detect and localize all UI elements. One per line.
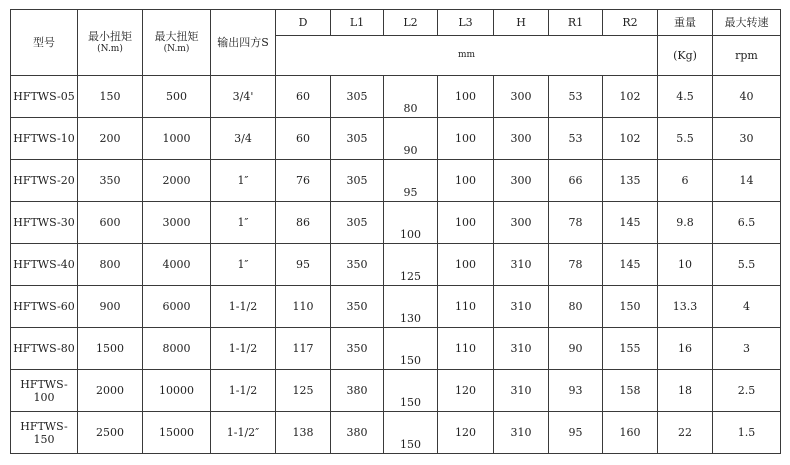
cell-D: 76 — [276, 160, 331, 202]
cell-H: 310 — [494, 328, 549, 370]
cell-weight: 5.5 — [658, 118, 713, 160]
cell-model: HFTWS-10 — [11, 118, 78, 160]
cell-output: 3/4' — [211, 76, 276, 118]
cell-model: HFTWS-30 — [11, 202, 78, 244]
cell-R2: 160 — [603, 412, 658, 454]
cell-speed: 3 — [713, 328, 781, 370]
cell-L1: 350 — [331, 244, 384, 286]
table-row — [11, 76, 781, 118]
cell-L2-value: 125 — [400, 270, 421, 283]
cell-D: 138 — [276, 412, 331, 454]
header-max-torque-unit: (N.m) — [163, 43, 190, 54]
header-max-speed: 最大转速 — [713, 10, 781, 36]
header-speed-unit: rpm — [713, 36, 781, 76]
cell-min-torque: 150 — [78, 76, 143, 118]
cell-L1: 380 — [331, 412, 384, 454]
header-model: 型号 — [11, 10, 78, 76]
cell-output: 3/4 — [211, 118, 276, 160]
table-row — [11, 328, 781, 370]
header-min-torque-unit: (N.m) — [97, 43, 123, 54]
cell-L3: 110 — [438, 286, 494, 328]
cell-R2: 145 — [603, 244, 658, 286]
cell-D: 60 — [276, 118, 331, 160]
header-L2: L2 — [384, 10, 438, 36]
cell-R1: 53 — [549, 76, 603, 118]
cell-model: HFTWS-05 — [11, 76, 78, 118]
cell-L1: 350 — [331, 328, 384, 370]
header-L1: L1 — [331, 10, 384, 36]
cell-min-torque: 2500 — [78, 412, 143, 454]
cell-D: 86 — [276, 202, 331, 244]
cell-H: 300 — [494, 76, 549, 118]
cell-model: HFTWS-100 — [11, 370, 78, 412]
table-row — [11, 286, 781, 328]
cell-max-torque: 15000 — [143, 412, 211, 454]
cell-output: 1-1/2 — [211, 370, 276, 412]
cell-max-torque: 500 — [143, 76, 211, 118]
cell-R1: 90 — [549, 328, 603, 370]
cell-R2: 158 — [603, 370, 658, 412]
cell-L2 — [384, 286, 438, 328]
cell-model: HFTWS-150 — [11, 412, 78, 454]
cell-H: 310 — [494, 244, 549, 286]
cell-weight: 13.3 — [658, 286, 713, 328]
cell-output: 1-1/2″ — [211, 412, 276, 454]
cell-max-torque: 6000 — [143, 286, 211, 328]
cell-max-torque: 8000 — [143, 328, 211, 370]
cell-speed: 14 — [713, 160, 781, 202]
spec-table — [10, 9, 781, 454]
cell-R2: 102 — [603, 76, 658, 118]
cell-output: 1″ — [211, 244, 276, 286]
cell-min-torque: 2000 — [78, 370, 143, 412]
cell-speed: 2.5 — [713, 370, 781, 412]
cell-L2-value: 100 — [400, 228, 421, 241]
cell-D: 95 — [276, 244, 331, 286]
cell-H: 310 — [494, 370, 549, 412]
table-row — [11, 370, 781, 412]
header-max-torque — [143, 10, 211, 76]
cell-L3: 120 — [438, 370, 494, 412]
cell-L3: 120 — [438, 412, 494, 454]
cell-model: HFTWS-60 — [11, 286, 78, 328]
cell-D: 60 — [276, 76, 331, 118]
cell-D: 117 — [276, 328, 331, 370]
cell-R1: 93 — [549, 370, 603, 412]
cell-min-torque: 350 — [78, 160, 143, 202]
cell-R2: 150 — [603, 286, 658, 328]
mm-unit-label: mm — [457, 50, 476, 60]
cell-weight: 18 — [658, 370, 713, 412]
cell-H: 300 — [494, 160, 549, 202]
cell-speed: 4 — [713, 286, 781, 328]
cell-max-torque: 4000 — [143, 244, 211, 286]
header-mm-unit — [276, 36, 658, 76]
cell-H: 300 — [494, 202, 549, 244]
cell-model: HFTWS-80 — [11, 328, 78, 370]
cell-L2 — [384, 202, 438, 244]
cell-R1: 78 — [549, 202, 603, 244]
table-row — [11, 412, 781, 454]
cell-R2: 155 — [603, 328, 658, 370]
cell-R1: 53 — [549, 118, 603, 160]
cell-speed: 1.5 — [713, 412, 781, 454]
cell-L3: 110 — [438, 328, 494, 370]
header-min-torque-label: 最小扭矩 — [88, 29, 132, 43]
header-max-torque-label: 最大扭矩 — [154, 29, 199, 43]
cell-min-torque: 600 — [78, 202, 143, 244]
cell-speed: 6.5 — [713, 202, 781, 244]
cell-H: 310 — [494, 412, 549, 454]
cell-weight: 22 — [658, 412, 713, 454]
cell-output: 1-1/2 — [211, 328, 276, 370]
table-row — [11, 160, 781, 202]
header-R1: R1 — [549, 10, 603, 36]
cell-L1: 380 — [331, 370, 384, 412]
cell-output: 1″ — [211, 202, 276, 244]
header-L3: L3 — [438, 10, 494, 36]
cell-L3: 100 — [438, 118, 494, 160]
table-row — [11, 202, 781, 244]
cell-L2-value: 90 — [403, 144, 418, 157]
cell-D: 125 — [276, 370, 331, 412]
header-H: H — [494, 10, 549, 36]
cell-weight: 6 — [658, 160, 713, 202]
cell-L2-value: 80 — [403, 102, 418, 115]
cell-L2 — [384, 244, 438, 286]
cell-L1: 305 — [331, 202, 384, 244]
cell-L2 — [384, 370, 438, 412]
cell-L3: 100 — [438, 202, 494, 244]
cell-L3: 100 — [438, 160, 494, 202]
cell-L2-value: 95 — [403, 186, 418, 199]
cell-L2 — [384, 328, 438, 370]
header-output-square: 输出四方S — [211, 10, 276, 76]
cell-L3: 100 — [438, 244, 494, 286]
header-D: D — [276, 10, 331, 36]
cell-L2-value: 150 — [400, 438, 421, 451]
cell-R1: 66 — [549, 160, 603, 202]
cell-H: 300 — [494, 118, 549, 160]
table-row — [11, 244, 781, 286]
cell-R2: 145 — [603, 202, 658, 244]
cell-max-torque: 1000 — [143, 118, 211, 160]
cell-L1: 305 — [331, 118, 384, 160]
cell-min-torque: 900 — [78, 286, 143, 328]
cell-weight: 9.8 — [658, 202, 713, 244]
cell-L3: 100 — [438, 76, 494, 118]
cell-speed: 30 — [713, 118, 781, 160]
cell-L2 — [384, 76, 438, 118]
cell-min-torque: 200 — [78, 118, 143, 160]
cell-L1: 305 — [331, 76, 384, 118]
cell-L2-value: 150 — [400, 354, 421, 367]
cell-output: 1″ — [211, 160, 276, 202]
cell-max-torque: 10000 — [143, 370, 211, 412]
cell-R1: 78 — [549, 244, 603, 286]
cell-L2 — [384, 118, 438, 160]
cell-D: 110 — [276, 286, 331, 328]
header-R2: R2 — [603, 10, 658, 36]
cell-L1: 350 — [331, 286, 384, 328]
cell-weight: 16 — [658, 328, 713, 370]
cell-R2: 135 — [603, 160, 658, 202]
table-row — [11, 118, 781, 160]
header-weight-unit: (Kg) — [658, 36, 713, 76]
cell-output: 1-1/2 — [211, 286, 276, 328]
cell-L2-value: 130 — [400, 312, 421, 325]
cell-speed: 40 — [713, 76, 781, 118]
header-min-torque — [78, 10, 143, 76]
cell-model: HFTWS-40 — [11, 244, 78, 286]
cell-speed: 5.5 — [713, 244, 781, 286]
cell-weight: 10 — [658, 244, 713, 286]
cell-max-torque: 2000 — [143, 160, 211, 202]
cell-L2 — [384, 412, 438, 454]
cell-min-torque: 1500 — [78, 328, 143, 370]
cell-L1: 305 — [331, 160, 384, 202]
cell-max-torque: 3000 — [143, 202, 211, 244]
cell-R1: 80 — [549, 286, 603, 328]
cell-H: 310 — [494, 286, 549, 328]
cell-L2-value: 150 — [400, 396, 421, 409]
cell-R1: 95 — [549, 412, 603, 454]
cell-model: HFTWS-20 — [11, 160, 78, 202]
cell-min-torque: 800 — [78, 244, 143, 286]
header-weight: 重量 — [658, 10, 713, 36]
cell-weight: 4.5 — [658, 76, 713, 118]
cell-R2: 102 — [603, 118, 658, 160]
cell-L2 — [384, 160, 438, 202]
